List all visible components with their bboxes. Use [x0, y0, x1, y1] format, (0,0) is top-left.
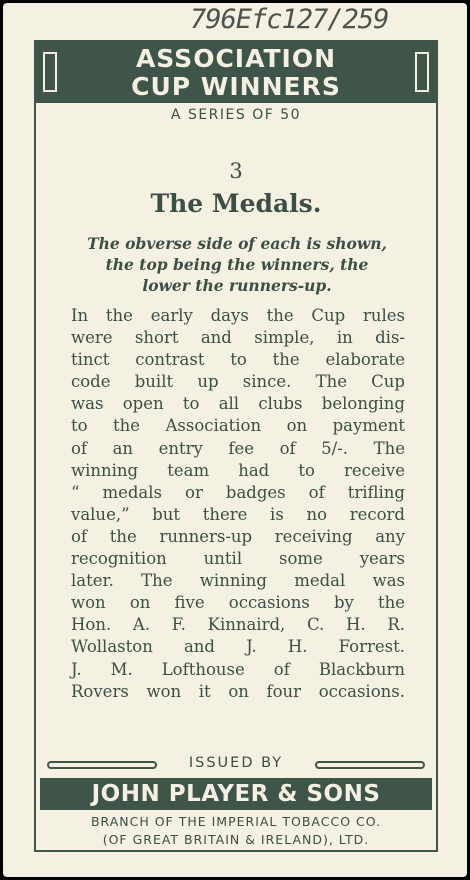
body-line: of the runners-up receiving any [71, 526, 405, 546]
body-line: won on five occasions by the [71, 593, 405, 613]
body-line: tinct contrast to the elaborate [71, 350, 405, 370]
title-line-1: ASSOCIATION [135, 44, 337, 73]
body-line: value,” but there is no record [71, 504, 405, 524]
body-line: In the early days the Cup rules [71, 306, 405, 325]
archive-handwritten-mark: 796Efc127/259 [190, 4, 389, 35]
body-line: Rovers won it on four occasions. [71, 681, 405, 701]
card-body-text [71, 305, 405, 703]
body-line: was open to all clubs belonging [71, 394, 405, 414]
body-line: were short and simple, in dis- [71, 328, 405, 348]
card-number: 3 [229, 159, 243, 183]
subtitle-line: the top being the winners, the [105, 255, 369, 274]
maker-name: JOHN PLAYER & SONS [91, 781, 381, 807]
title-band [34, 41, 438, 103]
body-line: code built up since. The Cup [71, 372, 405, 392]
body-line: “ medals or badges of trifling [71, 482, 405, 502]
branch-line-1: BRANCH OF THE IMPERIAL TOBACCO CO. [90, 814, 382, 829]
body-line: winning team had to receive [71, 460, 405, 480]
issued-by-label: ISSUED BY [188, 755, 284, 771]
body-line: to the Association on payment [71, 416, 405, 436]
body-line: Wollaston and J. H. Forrest. [71, 637, 405, 657]
body-line: later. The winning medal was [71, 571, 405, 591]
body-line: recognition until some years [71, 549, 405, 569]
issued-by-row [34, 755, 438, 775]
card-title: The Medals. [150, 189, 322, 218]
subtitle-line: The obverse side of each is shown, [87, 234, 387, 253]
maker-band [40, 778, 432, 810]
series-label: A SERIES OF 50 [170, 107, 302, 123]
subtitle-line: lower the runners-up. [142, 276, 332, 295]
body-line: of an entry fee of 5/-. The [71, 438, 405, 458]
body-line: Hon. A. F. Kinnaird, C. H. R. [71, 615, 405, 635]
cigarette-card [3, 3, 467, 877]
body-line: J. M. Lofthouse of Blackburn [71, 659, 405, 679]
title-line-2: CUP WINNERS [131, 72, 341, 101]
branch-line-2: (OF GREAT BRITAIN & IRELAND), LTD. [102, 832, 370, 847]
card-subtitle [65, 233, 409, 296]
